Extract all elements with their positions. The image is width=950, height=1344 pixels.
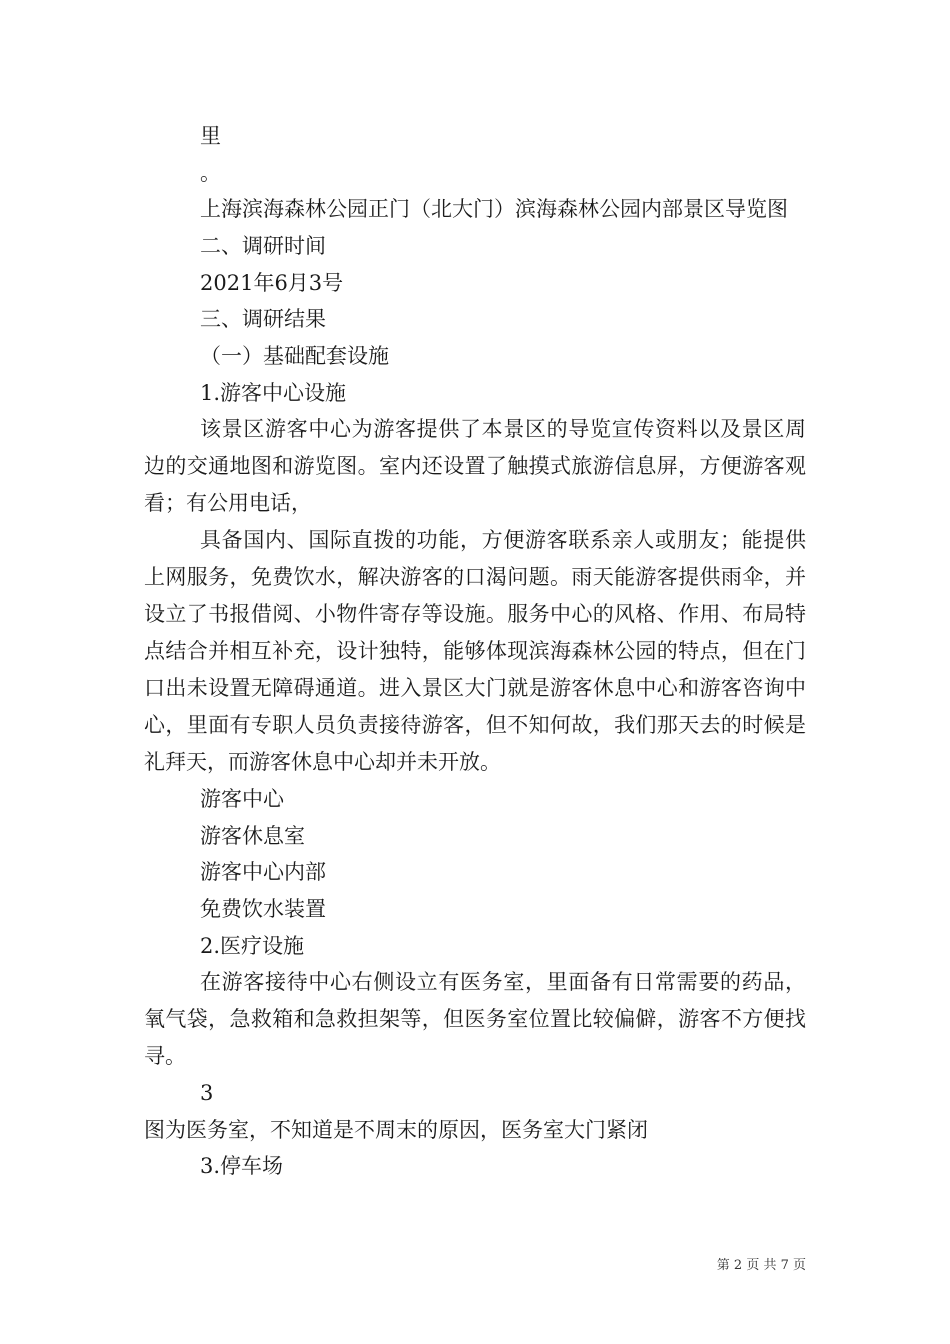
paragraph-visitor-center: 该景区游客中心为游客提供了本景区的导览宣传资料以及景区周边的交通地图和游览图。室内还设置了触摸式旅游信息屏，方便游客观看；有公用电话， — [144, 417, 806, 516]
image-caption: 游客中心内部 — [200, 860, 326, 885]
image-caption-clinic: 图为医务室，不知道是不周末的原因，医务室大门紧闭 — [144, 1117, 648, 1142]
paragraph-medical: 在游客接待中心右侧设立有医务室，里面备有日常需要的药品，氧气袋，急救箱和急救担架等，但医务室位置比较偏僻，游客不方便找寻。 — [144, 970, 806, 1069]
image-caption: 游客中心 — [200, 787, 284, 812]
survey-date: 2021年6月3号 — [200, 270, 344, 295]
paragraph-image-caption: 上海滨海森林公园正门（北大门）滨海森林公园内部景区导览图 — [200, 197, 788, 222]
item-heading-visitor-center: 1.游客中心设施 — [200, 380, 347, 405]
image-caption: 游客休息室 — [200, 823, 305, 848]
section-heading-time: 二、调研时间 — [200, 234, 326, 259]
subsection-heading: （一）基础配套设施 — [200, 343, 389, 368]
item-heading-parking: 3.停车场 — [200, 1154, 284, 1179]
section-heading-results: 三、调研结果 — [200, 307, 326, 332]
image-caption: 免费饮水装置 — [200, 896, 326, 921]
paragraph-services: 具备国内、国际直拨的功能，方便游客联系亲人或朋友；能提供上网服务，免费饮水，解决游客的口渴问题。雨天能游客提供雨伞，并设立了书报借阅、小物件寄存等设施。服务中心的风格、作用、布局特点结合并相互补充，设计独特，能够体现滨海森林公园的特点，但在门口出未设置无障碍通道。进入景区大门就是游客休息中心和游客咨询中心，里面有专职人员负责接待游客，但不知何故，我们那天去的时候是礼拜天，而游客休息中心却并未开放。 — [144, 528, 806, 775]
text-line: 里 — [200, 124, 221, 148]
image-number: 3 — [200, 1081, 214, 1106]
text-line: 。 — [200, 160, 221, 185]
item-heading-medical: 2.医疗设施 — [200, 933, 305, 958]
document-body — [144, 118, 806, 1185]
page-footer: 第 2 页 共 7 页 — [716, 1258, 806, 1273]
